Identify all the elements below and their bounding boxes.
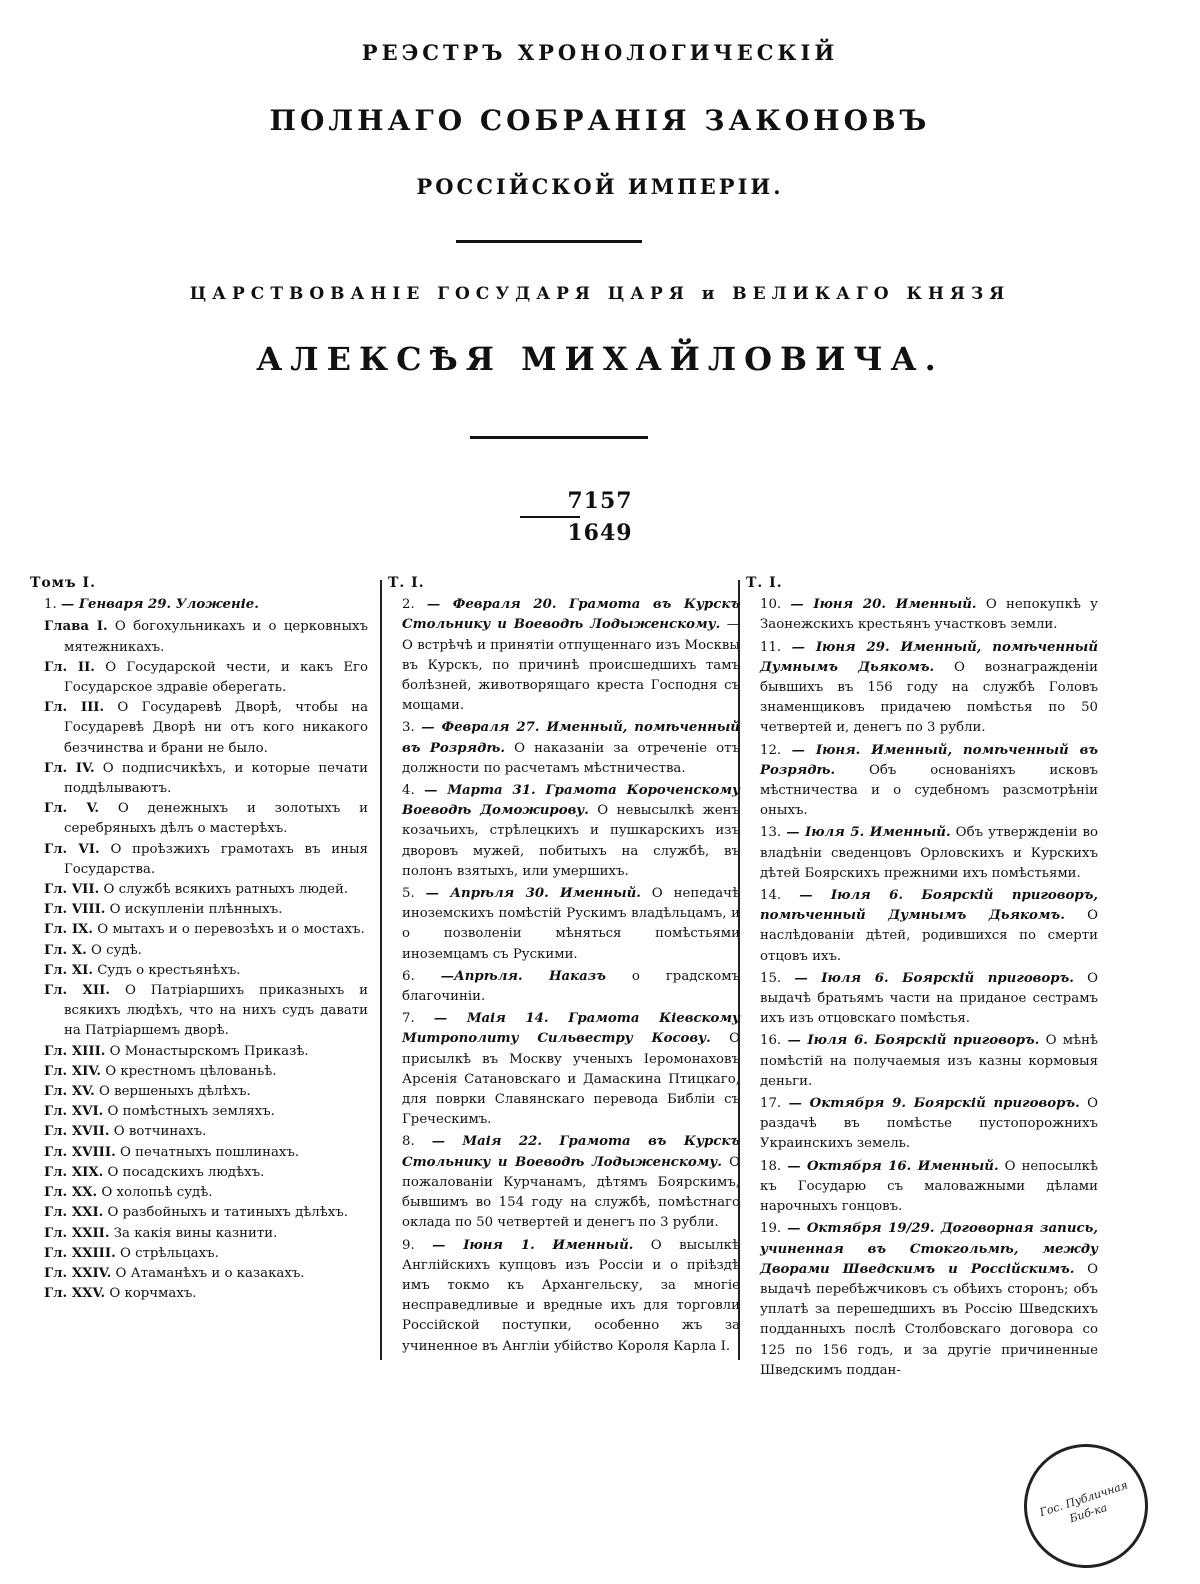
chapter-text: О печатныхъ пошлинахъ. xyxy=(119,1144,300,1160)
chapter-label: Гл. III. xyxy=(44,700,105,716)
entry-number: 13. xyxy=(760,825,782,841)
entry-number: 12. xyxy=(760,742,782,758)
chapter-item xyxy=(30,658,368,698)
chapter-text: О денежныхъ и золотыхъ и серебряныхъ дѣлъ о мастерѣхъ. xyxy=(64,801,368,837)
entry-number: 10. xyxy=(760,597,782,613)
chapter-label: Гл. V. xyxy=(44,801,100,817)
law-entry xyxy=(388,1132,740,1233)
column-3 xyxy=(746,573,1098,1383)
entry-number: 11. xyxy=(760,639,782,655)
stamp-text: Гос. Публичная Биб-ка xyxy=(1038,1478,1130,1526)
chapter-text: О вершеныхъ дѣлѣхъ. xyxy=(99,1084,251,1100)
chapter-text: О судѣ. xyxy=(91,942,142,958)
chapter-item xyxy=(30,698,368,759)
chapter-item xyxy=(30,840,368,880)
ornament-rule xyxy=(456,240,642,243)
chapter-label: Гл. VI. xyxy=(44,841,100,857)
entry-number: 4. xyxy=(402,783,415,799)
entry-text: О наслѣдованіи дѣтей, родившихся по смерти отцовъ ихъ. xyxy=(760,908,1098,964)
chapter-label: Гл. XXIII. xyxy=(44,1245,116,1261)
entry-number: 8. xyxy=(402,1134,415,1150)
chapter-text: О вотчинахъ. xyxy=(113,1124,207,1140)
reign-heading: ЦАРСТВОВАНІЕ ГОСУДАРЯ ЦАРЯ и ВЕЛИКАГО КНЯЗЯ xyxy=(189,284,1011,304)
chapter-text: О Государевѣ Дворѣ, чтобы на Государевѣ Дворѣ ни отъ кого никакого безчинства и брани не было. xyxy=(64,700,368,756)
entry-list xyxy=(388,595,740,1357)
entry-number: 3. xyxy=(402,720,415,736)
entry-date: — Маія 14. Грамота Кіевскому Митрополиту Сильвестру Косову. xyxy=(402,1011,740,1047)
law-entry xyxy=(746,1031,1098,1092)
entry-date: — Февраля 27. Именный, помѣченный въ Розрядѣ. xyxy=(402,720,740,756)
chapter-item xyxy=(30,1264,368,1284)
entry-text: О мѣнѣ помѣстій на получаемыя изъ казны кормовыя деньги. xyxy=(760,1033,1098,1089)
tsar-name: АЛЕКСѢЯ МИХАЙЛОВИЧА. xyxy=(256,340,944,378)
entry-number: 2. xyxy=(402,597,415,613)
chapter-item xyxy=(30,1122,368,1142)
chapter-text: О Государской чести, и какъ Его Государское здравіе оберегать. xyxy=(64,659,369,696)
entry-date: — Апрѣля 30. Именный. xyxy=(425,886,641,902)
chapter-text: О Атаманѣхъ и о казакахъ. xyxy=(115,1265,305,1281)
law-entry xyxy=(746,969,1098,1030)
law-entry xyxy=(388,1009,740,1130)
entry-text: О непосылкѣ къ Государю съ маловажными дѣлами нарочныхъ гонцовъ. xyxy=(760,1158,1098,1215)
chapter-label: Гл. II. xyxy=(44,659,95,675)
chapter-label: Гл. XVI. xyxy=(44,1104,104,1120)
entry-date: — Октября 19/29. Договорная запись, учиненная въ Стокгольмѣ, между Дворами Шведскимъ и Россійскимъ. xyxy=(760,1221,1098,1277)
entry-date: — Марта 31. Грамота Короченскому Воеводѣ Доможирову. xyxy=(402,783,740,819)
chapter-text: О разбойныхъ и татиныхъ дѣлѣхъ. xyxy=(107,1205,348,1221)
chapter-item xyxy=(30,900,368,920)
register-title: РЕЭСТРЪ ХРОНОЛОГИЧЕСКІЙ xyxy=(361,40,839,65)
entry-date: — Іюня 1. Именный. xyxy=(432,1237,634,1253)
entry-date: — Генваря 29. Уложеніе. xyxy=(60,597,259,613)
chapter-item xyxy=(30,799,368,839)
chapter-item xyxy=(30,1102,368,1122)
entry-number: 18. xyxy=(760,1158,782,1174)
law-entry xyxy=(746,741,1098,822)
entry-date: — Маія 22. Грамота въ Курскъ Стольнику и Воеводѣ Лодыженскому. xyxy=(402,1134,741,1170)
entry-number: 6. xyxy=(402,968,415,984)
chapter-label: Гл. IV. xyxy=(44,760,95,776)
entry-text: О выдачѣ братьямъ части на приданое сестрамъ ихъ изъ отцовскаго помѣстья. xyxy=(760,970,1098,1027)
chapter-item xyxy=(30,1203,368,1223)
entry-text: О непокупкѣ у Заонежскихъ крестьянъ участковъ земли. xyxy=(760,597,1098,633)
entry-text: О раздачѣ въ помѣстье пустопорожнихъ Украинскихъ земель. xyxy=(760,1096,1098,1152)
entry-number: 1. xyxy=(44,597,57,613)
chapter-label: Гл. XXV. xyxy=(44,1286,106,1302)
entry-text: Объ основаніяхъ исковъ мѣстничества и о судебномъ разсмотрѣніи оныхъ. xyxy=(760,762,1098,819)
chapter-text: О искупленіи плѣнныхъ. xyxy=(109,902,283,918)
chapter-item xyxy=(30,1183,368,1203)
entry-text: О выдачѣ перебѣжчиковъ съ обѣихъ сторонъ; объ уплатѣ за перешедшихъ въ Россію Шведскихъ подданныхъ послѣ Столбовскаго договора со 125 по 156 годъ, и за другіе причиненные Шведскимъ поддан- xyxy=(760,1261,1098,1378)
chapter-text: О холопьѣ судѣ. xyxy=(101,1185,213,1201)
column-1 xyxy=(30,573,368,1304)
chapter-text: О Монастырскомъ Приказѣ. xyxy=(109,1043,309,1059)
chapter-label: Гл. VII. xyxy=(44,882,100,898)
entry-list xyxy=(746,595,1098,1381)
chapter-item xyxy=(30,920,368,940)
entry-number: 19. xyxy=(760,1221,782,1237)
chapter-item xyxy=(30,1042,368,1062)
chapter-text: О крестномъ цѣлованьѣ. xyxy=(105,1063,277,1079)
chapter-label: Гл. XIX. xyxy=(44,1164,104,1180)
entry-number: 14. xyxy=(760,888,782,904)
chapter-item xyxy=(30,1244,368,1264)
entry-date: —Апрѣля. Наказъ xyxy=(440,968,606,984)
chapter-label: Гл. XX. xyxy=(44,1185,98,1201)
chapter-text: О службѣ всякихъ ратныхъ людей. xyxy=(103,882,349,898)
entry-text: О наказаніи за отреченіе отъ должности по расчетамъ мѣстничества. xyxy=(402,740,740,776)
entry-text: — О встрѣчѣ и принятіи отпущеннаго изъ Москвы въ Курскъ, по причинѣ происшедшихъ тамъ болѣзней, животворящаго креста Господня съ мощами. xyxy=(402,617,741,714)
entry-date: — Іюля 6. Боярскій приговоръ, помѣченный Думнымъ Дьякомъ. xyxy=(760,888,1098,924)
chapter-text: О подписчикѣхъ, и которые печати поддѣлываютъ. xyxy=(64,760,368,797)
entry-date: — Іюля 6. Боярскій приговоръ. xyxy=(787,1033,1040,1049)
chapter-label: Глава I. xyxy=(44,619,108,635)
law-entry xyxy=(746,886,1098,967)
column-divider xyxy=(380,580,382,1360)
law-entry xyxy=(388,718,740,779)
chapter-label: Гл. XVII. xyxy=(44,1124,110,1140)
chapter-item xyxy=(30,961,368,981)
entry-text: О непедачѣ иноземскихъ помѣстій Рускимъ владѣльцамъ, и о позволеніи мѣняться помѣстьями иноземцамъ съ Рускими. xyxy=(402,886,740,962)
chapter-text: О проѣзжихъ грамотахъ въ иныя Государства. xyxy=(64,841,369,877)
chapter-label: Гл. XII. xyxy=(44,983,110,999)
chapter-item xyxy=(30,617,368,657)
chapter-item xyxy=(30,880,368,900)
chapter-label: Гл. IX. xyxy=(44,922,93,938)
chapter-item xyxy=(30,1082,368,1102)
chapter-text: О мытахъ и о перевозѣхъ и о мостахъ. xyxy=(97,922,365,938)
entry-text: О пожалованіи Курчанамъ, дѣтямъ Боярскимъ, бывшимъ во 154 году на службѣ, помѣстнаго оклада по 50 четвертей и денегъ по 3 рубли. xyxy=(402,1154,741,1231)
volume-label: Т. I. xyxy=(746,575,783,591)
ornament-rule xyxy=(470,436,648,439)
law-entry xyxy=(388,884,740,965)
entry-date: — Февраля 20. Грамота въ Курскъ Стольнику и Воеводѣ Лодыженскому. xyxy=(402,597,740,633)
entry-text: Объ утвержденіи во владѣніи сведенцовъ Орловскихъ и Курскихъ дѣтей Боярскихъ прежними ихъ помѣстьями. xyxy=(760,825,1098,881)
law-entry xyxy=(746,638,1098,739)
entry-number: 16. xyxy=(760,1033,782,1049)
law-entry xyxy=(388,1236,740,1357)
chapter-text: О богохульникахъ и о церковныхъ мятежникахъ. xyxy=(64,619,368,655)
law-entry xyxy=(388,595,740,716)
chapter-text: О помѣстныхъ земляхъ. xyxy=(107,1104,275,1120)
volume-label: Томъ I. xyxy=(30,575,96,591)
chapter-item xyxy=(30,1284,368,1304)
entry-number: 17. xyxy=(760,1096,782,1112)
chapter-text: О Патріаршихъ приказныхъ и всякихъ людѣхъ, что на нихъ судъ давати на Патріаршемъ дворѣ. xyxy=(64,983,369,1039)
entry-date: — Іюня. Именный, помѣченный въ Розрядѣ. xyxy=(760,742,1098,778)
chapter-label: Гл. VIII. xyxy=(44,902,106,918)
entry-number: 15. xyxy=(760,970,782,986)
law-entry xyxy=(746,595,1098,635)
chapter-text: О корчмахъ. xyxy=(109,1286,197,1302)
entry-date: — Іюля 6. Боярскій приговоръ. xyxy=(794,970,1074,986)
volume-label: Т. I. xyxy=(388,575,425,591)
chapter-label: Гл. XI. xyxy=(44,962,93,978)
entry-date: — Іюля 5. Именный. xyxy=(786,825,951,841)
year-divider xyxy=(520,516,580,518)
entry-text: О высылкѣ Англійскихъ купцовъ изъ Россіи и о пріѣздѣ имъ токмо къ Архангельску, за многіе несправедливые и вредные ихъ для торговли Россійской поступки, особенно жъ за учиненное въ Англіи убійство Короля Карла I. xyxy=(402,1237,740,1354)
entry-text: О вознагражденіи бывшихъ въ 156 году на службѣ Головъ знаменщиковъ придачею помѣстья по 50 четвертей и, денегъ по 3 рубли. xyxy=(760,659,1098,736)
entry-date: — Іюня 20. Именный. xyxy=(790,597,977,613)
chapter-item xyxy=(30,1062,368,1082)
chapter-label: Гл. XIII. xyxy=(44,1043,106,1059)
entry-date: — Октября 16. Именный. xyxy=(787,1158,999,1174)
entry-text: О невысылкѣ женъ козачьихъ, стрѣлецкихъ и пушкарскихъ изъ дворовъ мужей, побитыхъ на службѣ, въ полонъ взятыхъ, или умершихъ. xyxy=(402,803,741,879)
chapter-item xyxy=(30,1163,368,1183)
library-stamp xyxy=(1008,1428,1164,1584)
law-entry xyxy=(746,1219,1098,1381)
chapter-label: Гл. X. xyxy=(44,942,87,958)
chapter-item xyxy=(30,1143,368,1163)
chapter-text: За какія вины казнити. xyxy=(113,1225,278,1241)
chapter-list xyxy=(30,617,368,1304)
column-2 xyxy=(388,573,740,1359)
chapter-text: О посадскихъ людѣхъ. xyxy=(107,1164,265,1180)
chapter-label: Гл. XV. xyxy=(44,1084,95,1100)
chapter-item xyxy=(30,759,368,799)
law-entry xyxy=(388,781,740,882)
year-new-style: 1649 xyxy=(567,520,633,546)
empire-title: РОССІЙСКОЙ ИМПЕРІИ. xyxy=(416,174,784,199)
law-entry xyxy=(30,595,368,615)
chapter-label: Гл. XXIV. xyxy=(44,1265,112,1281)
entry-date: — Октября 9. Боярскій приговоръ. xyxy=(788,1096,1080,1112)
year-old-style: 7157 xyxy=(567,488,633,514)
entry-number: 5. xyxy=(402,886,415,902)
chapter-item xyxy=(30,1224,368,1244)
chapter-text: Судъ о крестьянѣхъ. xyxy=(97,962,241,978)
chapter-item xyxy=(30,981,368,1042)
entry-text: О присылкѣ въ Москву ученыхъ Іеромонаховъ Арсенія Сатановскаго и Дамаскина Птицкаго, для поврки Славянскаго перевода Библіи съ Греческимъ. xyxy=(402,1031,741,1128)
law-entry xyxy=(746,1157,1098,1218)
chapter-text: О стрѣльцахъ. xyxy=(119,1245,219,1261)
law-entry xyxy=(388,967,740,1007)
chapter-label: Гл. XXII. xyxy=(44,1225,110,1241)
entry-number: 9. xyxy=(402,1237,415,1253)
chapter-item xyxy=(30,941,368,961)
chapter-label: Гл. XXI. xyxy=(44,1205,104,1221)
law-entry xyxy=(746,823,1098,884)
entry-text: о градскомъ благочиніи. xyxy=(402,968,740,1005)
entry-number: 7. xyxy=(402,1011,415,1027)
law-entry xyxy=(746,1094,1098,1155)
chapter-label: Гл. XVIII. xyxy=(44,1144,116,1160)
chapter-label: Гл. XIV. xyxy=(44,1063,101,1079)
collection-title: ПОЛНАГО СОБРАНІЯ ЗАКОНОВЪ xyxy=(269,104,931,137)
entry-date: — Іюня 29. Именный, помѣченный Думнымъ Дьякомъ. xyxy=(760,639,1098,675)
